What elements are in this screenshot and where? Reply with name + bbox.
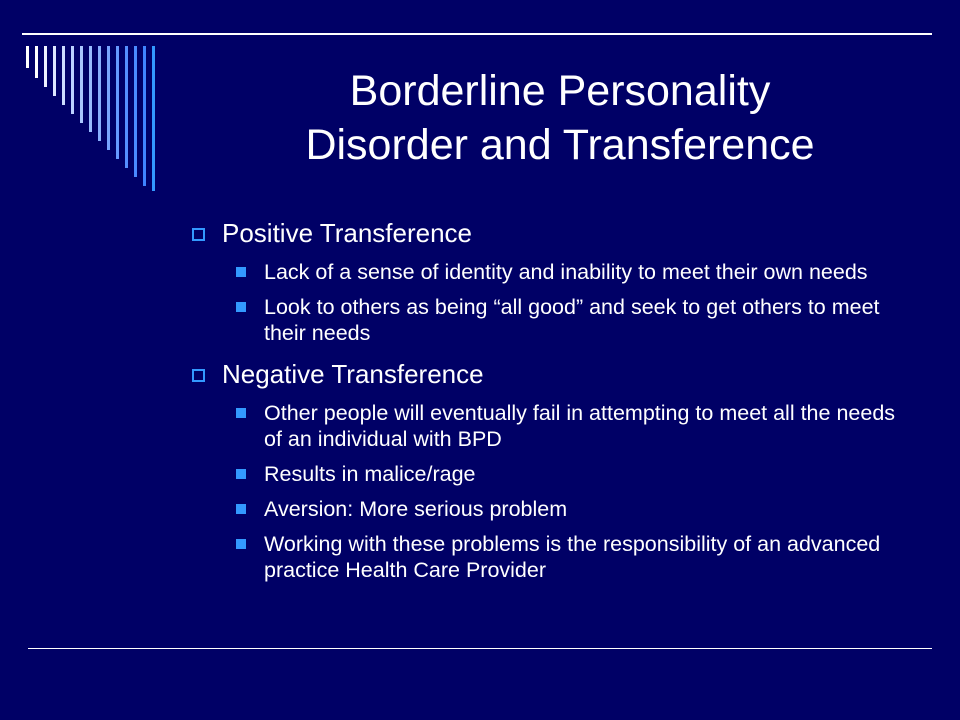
slide-title [190, 64, 930, 172]
stripe [44, 46, 47, 87]
square-bullet-icon [236, 539, 246, 549]
slide-body [186, 211, 916, 583]
section-heading-positive [186, 217, 916, 250]
title-line-2: Disorder and Transference [305, 121, 815, 169]
square-bullet-icon [236, 302, 246, 312]
bullet-text: Results in malice/rage [264, 462, 476, 486]
square-bullet-icon [236, 469, 246, 479]
bullet-text: Other people will eventually fail in attempting to meet all the needs of an individual with BPD [264, 401, 896, 451]
bullet-item [186, 496, 916, 522]
bullet-item [186, 259, 916, 285]
bullet-item [186, 531, 916, 583]
section-heading-text: Positive Transference [222, 218, 473, 248]
bullet-text: Look to others as being “all good” and seek to get others to meet their needs [264, 295, 880, 345]
stripe [35, 46, 38, 78]
stripe [98, 46, 101, 141]
stripe [125, 46, 128, 168]
stripe [107, 46, 110, 150]
bottom-divider-line [28, 648, 932, 649]
bullet-text: Aversion: More serious problem [264, 497, 568, 521]
stripe [116, 46, 119, 159]
section-heading-negative [186, 358, 916, 391]
hollow-square-bullet-icon [192, 369, 205, 382]
bullet-item [186, 400, 916, 452]
square-bullet-icon [236, 504, 246, 514]
stripe [62, 46, 65, 105]
top-divider-line [22, 33, 932, 35]
stripe [152, 46, 155, 191]
stripe [134, 46, 137, 177]
stripe [53, 46, 56, 96]
bullet-text: Working with these problems is the responsibility of an advanced practice Health Care Provider [264, 532, 881, 582]
section-heading-text: Negative Transference [222, 359, 484, 389]
stripe [71, 46, 74, 114]
bullet-item [186, 461, 916, 487]
hollow-square-bullet-icon [192, 228, 205, 241]
bullet-item [186, 294, 916, 346]
title-line-1: Borderline Personality [349, 67, 771, 115]
stripe [143, 46, 146, 186]
bullet-text: Lack of a sense of identity and inability to meet their own needs [264, 260, 868, 284]
square-bullet-icon [236, 408, 246, 418]
stripe [26, 46, 29, 68]
square-bullet-icon [236, 267, 246, 277]
stripe [80, 46, 83, 123]
stripe [89, 46, 92, 132]
